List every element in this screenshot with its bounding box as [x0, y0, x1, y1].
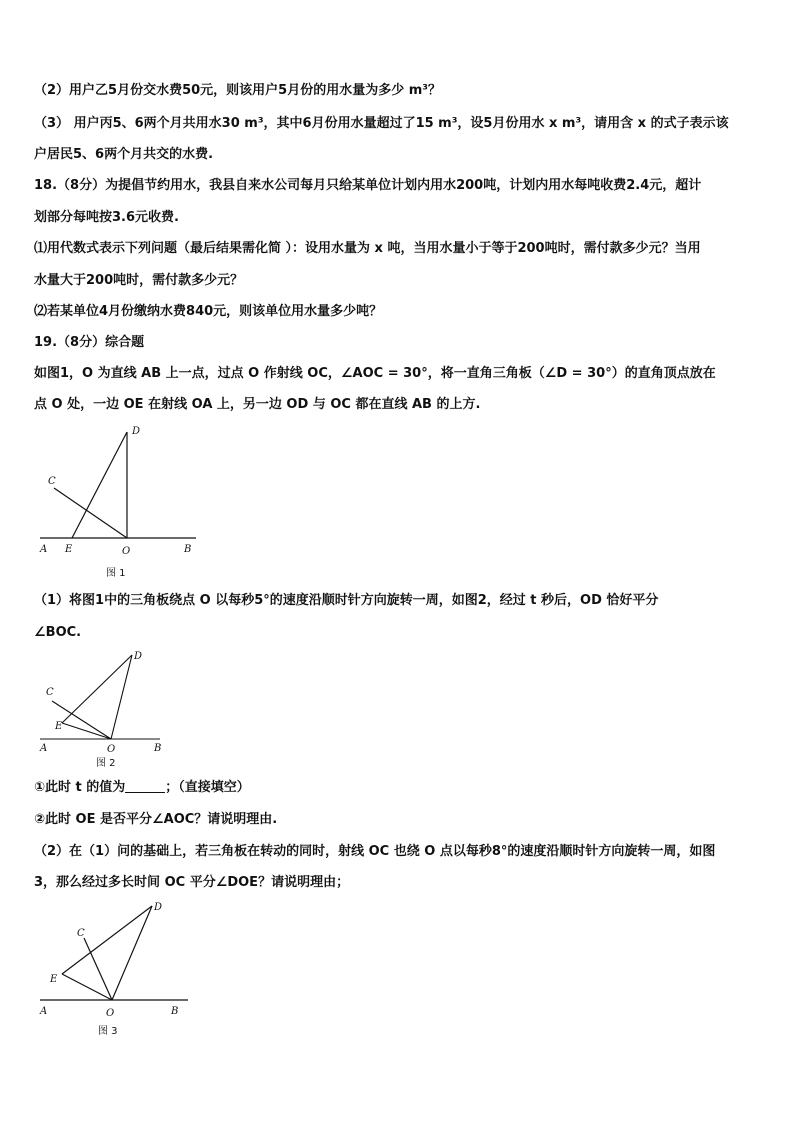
- blank-suffix: ；（直接填空）: [165, 780, 250, 795]
- text-line-15: ②此时 OE 是否平分∠AOC？请说明理由.: [34, 812, 278, 827]
- text-line-11: 点 O 处，一边 OE 在射线 OA 上，另一边 OD 与 OC 都在直线 AB 的上方.: [34, 397, 481, 412]
- line-OC: [52, 701, 111, 739]
- figure-1: [34, 420, 214, 585]
- line-ED: [72, 432, 127, 538]
- line-ED: [62, 655, 132, 723]
- text-line-13: ∠BOC.: [34, 625, 82, 640]
- text-line-8: ⑵若某单位4月份缴纳水费840元，则该单位用水量多少吨？: [34, 304, 383, 319]
- text-line-10: 如图1，O 为直线 AB 上一点，过点 O 作射线 OC，∠AOC = 30°，将一直角三角板（∠D = 30°）的直角顶点放在: [34, 366, 716, 381]
- text-line-14: [34, 779, 250, 797]
- figure-3-caption: 图 3: [98, 1026, 118, 1037]
- line-OE: [62, 974, 112, 1000]
- label-C: C: [77, 928, 85, 939]
- line-OD: [111, 655, 132, 739]
- label-A: A: [40, 544, 48, 555]
- text-line-5: 划部分每吨按3.6元收费.: [34, 210, 179, 225]
- text-line-1: （2）用户乙5月份交水费50元，则该用户5月份的用水量为多少 m³？: [34, 83, 441, 98]
- label-B: B: [154, 743, 162, 754]
- label-C: C: [48, 476, 56, 487]
- label-D: D: [154, 902, 163, 913]
- line-OE: [62, 723, 111, 739]
- label-A: A: [40, 1006, 48, 1017]
- label-O: O: [107, 744, 116, 755]
- label-E: E: [50, 974, 58, 985]
- figure-1-caption: 图 1: [106, 568, 126, 579]
- text-line-3: 户居民5、6两个月共交的水费.: [34, 147, 214, 162]
- blank-label: ①此时 t 的值为: [34, 780, 126, 795]
- text-line-17: 3，那么经过多长时间 OC 平分∠DOE？请说明理由；: [34, 875, 350, 890]
- text-line-12: （1）将图1中的三角板绕点 O 以每秒5°的速度沿顺时针方向旋转一周，如图2，经过 t 秒后，OD 恰好平分: [34, 593, 659, 608]
- figure-2: [34, 645, 174, 770]
- line-ED: [62, 906, 152, 974]
- text-line-16: （2）在（1）问的基础上，若三角板在转动的同时，射线 OC 也绕 O 点以每秒8°的速度沿顺时针方向旋转一周，如图: [34, 844, 716, 859]
- label-A: A: [40, 743, 48, 754]
- label-E: E: [65, 544, 73, 555]
- figure-2-caption: 图 2: [96, 758, 116, 769]
- text-line-6: ⑴用代数式表示下列问题（最后结果需化简 ）：设用水量为 x 吨，当用水量小于等于200吨时，需付款多少元？当用: [34, 241, 701, 256]
- label-B: B: [184, 544, 192, 555]
- answer-blank: [125, 780, 165, 793]
- text-line-4: 18.（8分）为提倡节约用水，我县自来水公司每月只给某单位计划内用水200吨，计划内用水每吨收费2.4元，超计: [34, 178, 702, 193]
- figure-3: [34, 896, 204, 1046]
- label-D: D: [134, 651, 143, 662]
- label-O: O: [106, 1008, 115, 1019]
- label-D: D: [132, 426, 141, 437]
- text-line-2: （3） 用户丙5、6两个月共用水30 m³，其中6月份用水量超过了15 m³，设5月份用水 x m³，请用含 x 的式子表示该: [34, 116, 729, 131]
- line-OD: [112, 906, 152, 1000]
- label-C: C: [46, 687, 54, 698]
- label-O: O: [122, 546, 131, 557]
- label-E: E: [55, 721, 63, 732]
- text-line-9: 19.（8分）综合题: [34, 335, 145, 350]
- text-line-7: 水量大于200吨时，需付款多少元？: [34, 273, 244, 288]
- line-OC: [54, 488, 127, 538]
- label-B: B: [171, 1006, 179, 1017]
